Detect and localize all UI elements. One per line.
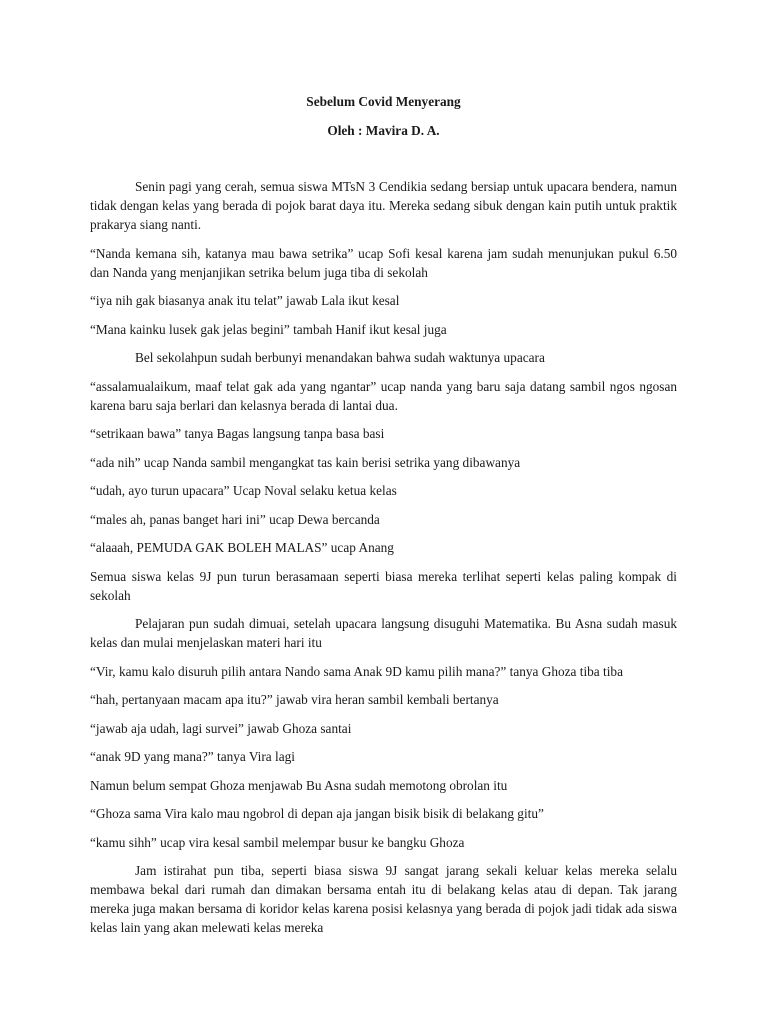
story-paragraph: Senin pagi yang cerah, semua siswa MTsN 3 Cendikia sedang bersiap untuk upacara bendera, namun tidak dengan kelas yang berada di pojok barat daya itu. Mereka sedang sibuk dengan kain putih untuk praktik prakarya siang nanti. <box>90 179 677 232</box>
story-paragraph: Jam istirahat pun tiba, seperti biasa siswa 9J sangat jarang sekali keluar kelas mereka selalu membawa bekal dari rumah dan dimakan bersama entah itu di belakang kelas atau di depan. Tak jarang mereka juga makan bersama di koridor kelas karena posisi kelasnya yang berada di pojok jadi tidak ada siswa kelas lain yang akan melewati kelas mereka <box>90 863 677 935</box>
story-paragraph: “males ah, panas banget hari ini” ucap Dewa bercanda <box>90 511 380 527</box>
paragraph-list <box>90 177 677 937</box>
story-paragraph: Pelajaran pun sudah dimuai, setelah upacara langsung disuguhi Matematika. Bu Asna sudah masuk kelas dan mulai menjelaskan materi hari itu <box>90 616 677 650</box>
story-paragraph: “Vir, kamu kalo disuruh pilih antara Nando sama Anak 9D kamu pilih mana?” tanya Ghoza tiba tiba <box>90 663 623 679</box>
story-paragraph: “ada nih” ucap Nanda sambil mengangkat tas kain berisi setrika yang dibawanya <box>90 454 521 470</box>
story-paragraph: “Nanda kemana sih, katanya mau bawa setrika” ucap Sofi kesal karena jam sudah menunjukan pukul 6.50 dan Nanda yang menjanjikan setrika belum juga tiba di sekolah <box>90 245 677 280</box>
story-paragraph: “jawab aja udah, lagi survei” jawab Ghoza santai <box>90 720 352 736</box>
story-paragraph: Namun belum sempat Ghoza menjawab Bu Asna sudah memotong obrolan itu <box>90 777 508 793</box>
story-paragraph: “assalamualaikum, maaf telat gak ada yang ngantar” ucap nanda yang baru saja datang sambil ngos ngosan karena baru saja berlari dan kelasnya berada di lantai dua. <box>90 378 677 413</box>
story-paragraph: “kamu sihh” ucap vira kesal sambil melempar busur ke bangku Ghoza <box>90 834 465 850</box>
story-author: Oleh : Mavira D. A. <box>327 123 440 138</box>
story-paragraph: “Mana kainku lusek gak jelas begini” tambah Hanif ikut kesal juga <box>90 321 447 337</box>
story-paragraph: Semua siswa kelas 9J pun turun berasamaan seperti biasa mereka terlihat seperti kelas paling kompak di sekolah <box>90 568 677 603</box>
story-paragraph: “udah, ayo turun upacara” Ucap Noval selaku ketua kelas <box>90 483 397 498</box>
document-body <box>90 92 677 947</box>
story-paragraph: “setrikaan bawa” tanya Bagas langsung tanpa basa basi <box>90 426 385 441</box>
story-title: Sebelum Covid Menyerang <box>306 94 461 109</box>
story-paragraph: “iya nih gak biasanya anak itu telat” jawab Lala ikut kesal <box>90 293 400 308</box>
story-paragraph: “alaaah, PEMUDA GAK BOLEH MALAS” ucap Anang <box>90 540 394 555</box>
story-paragraph: “anak 9D yang mana?” tanya Vira lagi <box>90 749 295 764</box>
story-paragraph: “Ghoza sama Vira kalo mau ngobrol di depan aja jangan bisik bisik di belakang gitu” <box>90 806 544 821</box>
story-paragraph: “hah, pertanyaan macam apa itu?” jawab vira heran sambil kembali bertanya <box>90 692 499 707</box>
story-paragraph: Bel sekolahpun sudah berbunyi menandakan bahwa sudah waktunya upacara <box>135 350 545 365</box>
